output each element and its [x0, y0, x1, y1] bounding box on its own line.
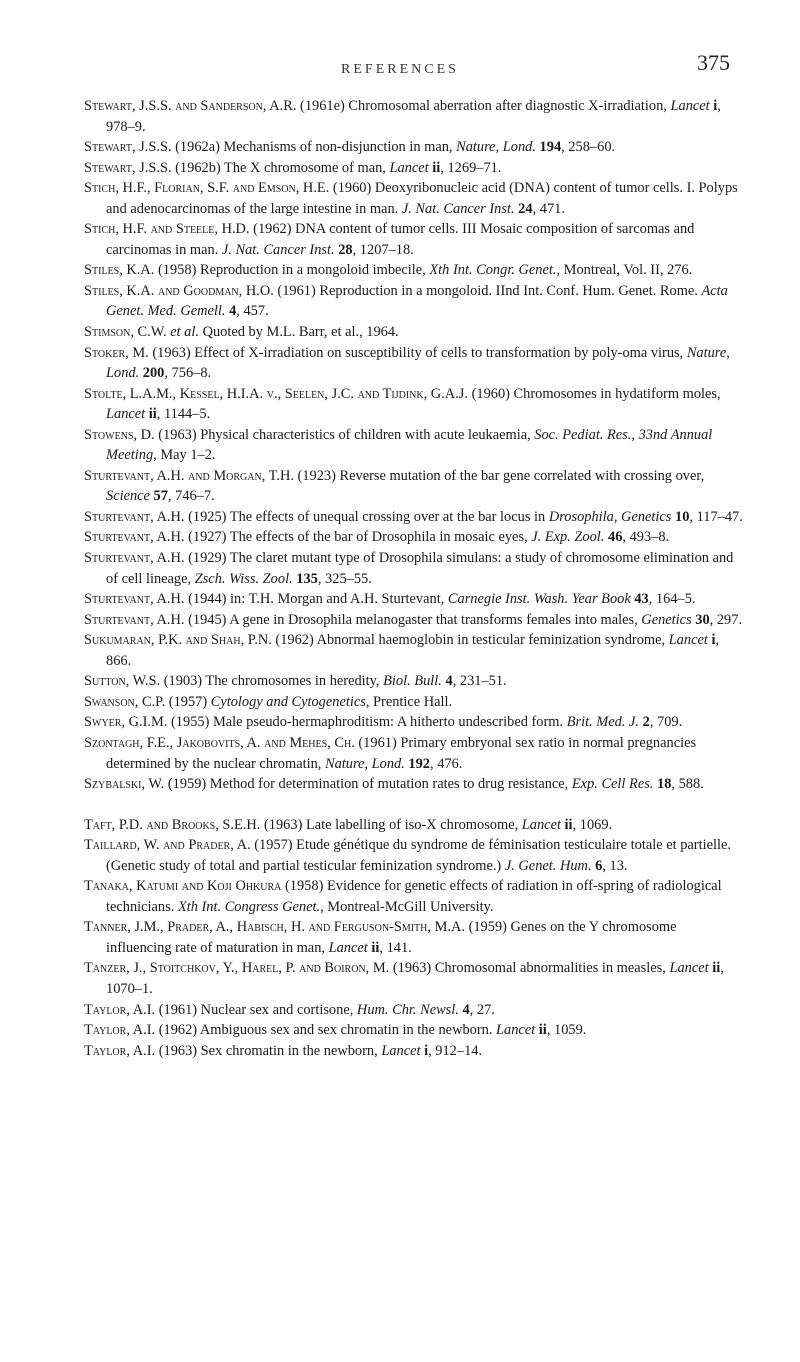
reference-volume: 57 — [149, 488, 168, 505]
reference-pages: , 297. — [709, 611, 743, 628]
reference-volume: ii — [367, 939, 380, 956]
reference-pages: , 1059. — [546, 1022, 587, 1039]
reference-journal: J. Exp. Zool. — [531, 529, 605, 546]
reference-journal: Hum. Chr. Newsl. — [356, 1001, 459, 1018]
reference-entry — [84, 425, 744, 466]
reference-pages: , 13. — [602, 857, 628, 874]
reference-authors: Sukumaran, P.K. and Shah, P.N. — [84, 632, 272, 649]
reference-journal: Lancet — [496, 1022, 536, 1039]
reference-text: (1962b) The X chromosome of man, — [171, 159, 390, 176]
reference-entry — [84, 712, 744, 733]
reference-entry — [84, 774, 744, 795]
reference-volume: 28 — [334, 241, 353, 258]
reference-entry — [84, 343, 744, 384]
reference-text: (1961) Nuclear sex and cortisone, — [155, 1001, 357, 1018]
reference-volume: i — [709, 98, 718, 114]
reference-authors: Stich, H.F., Florian, S.F. and Emson, H.E. — [84, 180, 330, 197]
reference-journal: Lancet — [668, 632, 708, 649]
reference-journal: Lancet — [669, 960, 709, 977]
reference-authors: Sturtevant, A.H. — [84, 611, 185, 628]
reference-authors: Sturtevant, A.H. — [84, 550, 185, 567]
reference-entry — [84, 322, 744, 343]
reference-authors: Sturtevant, A.H. — [84, 508, 185, 525]
reference-pages: , May 1–2. — [153, 447, 216, 464]
reference-pages: , 1144–5. — [156, 406, 211, 423]
reference-journal: et al. — [170, 324, 199, 341]
reference-pages: , 978–9. — [106, 98, 721, 135]
reference-text: (1962) Abnormal haemoglobin in testicular feminization syndrome, — [271, 632, 669, 649]
reference-entry — [84, 835, 744, 876]
reference-pages: , 912–14. — [428, 1042, 483, 1059]
reference-journal: Nature, Lond. — [106, 344, 730, 382]
reference-entry — [84, 917, 744, 958]
reference-volume: ii — [535, 1022, 547, 1039]
reference-journal: J. Nat. Cancer Inst. — [401, 200, 515, 217]
reference-entry — [84, 178, 744, 219]
reference-volume: 192 — [404, 755, 430, 772]
reference-authors: Stewart, J.S.S. — [84, 159, 172, 176]
reference-journal: Lancet — [670, 98, 710, 114]
reference-text: (1944) in: T.H. Morgan and A.H. Sturtevant, — [184, 591, 448, 608]
reference-pages: , 709. — [649, 714, 683, 731]
reference-text: (1960) Chromosomes in hydatiform moles, — [467, 385, 721, 402]
reference-authors: Sturtevant, A.H. — [84, 529, 185, 546]
reference-journal: Brit. Med. J. — [566, 714, 640, 731]
reference-pages: , 117–47. — [689, 508, 743, 525]
reference-journal: Xth Int. Congr. Genet. — [429, 262, 557, 279]
reference-journal: Carnegie Inst. Wash. Year Book — [447, 591, 631, 608]
reference-pages: , 27. — [469, 1001, 495, 1018]
reference-pages: , Prentice Hall. — [365, 693, 453, 710]
reference-volume: ii — [145, 406, 157, 423]
reference-entry — [84, 260, 744, 281]
reference-volume: 200 — [139, 365, 165, 382]
reference-journal: Acta Genet. Med. Gemell. — [106, 282, 728, 320]
reference-entry — [84, 958, 744, 999]
reference-volume: 18 — [653, 776, 672, 793]
reference-entry — [84, 1000, 744, 1021]
reference-authors: Tanzer, J., Stoitchkov, Y., Harel, P. and Boiron, M. — [84, 960, 390, 977]
reference-journal: Cytology and Cytogenetics — [210, 693, 366, 710]
reference-pages: , 141. — [379, 939, 412, 956]
reference-entry — [84, 137, 744, 158]
reference-text: (1927) The effects of the bar of Drosophila in mosaic eyes, — [184, 529, 532, 546]
reference-authors: Stimson, C.W. — [84, 324, 167, 341]
reference-journal: Nature, Lond. — [324, 755, 405, 772]
reference-journal: Biol. Bull. — [383, 673, 442, 690]
reference-authors: Sturtevant, A.H. — [84, 591, 185, 608]
reference-entry — [84, 1020, 744, 1041]
reference-entry — [84, 630, 744, 671]
reference-text: (1962a) Mechanisms of non-disjunction in man, — [171, 139, 457, 156]
reference-pages: , 866. — [106, 632, 720, 669]
reference-entry — [84, 548, 744, 589]
reference-text: (1960) Deoxyribonucleic acid (DNA) content of tumor cells. I. Polyps and adenocarcinomas of the large intestine in man. — [106, 180, 738, 217]
reference-volume: ii — [428, 159, 441, 176]
reference-journal: Lancet — [389, 159, 429, 176]
reference-authors: Stolte, L.A.M., Kessel, H.I.A. v., Seelen, J.C. and Tijdink, G.A.J. — [84, 385, 468, 402]
reference-volume: i — [707, 632, 716, 649]
reference-pages: , Montreal-McGill University. — [320, 898, 494, 915]
running-head: REFERENCES — [341, 62, 459, 77]
reference-authors: Swyer, G.I.M. — [84, 714, 168, 731]
reference-text: (1903) The chromosomes in heredity, — [160, 673, 384, 690]
reference-authors: Taylor, A.I. — [84, 1001, 156, 1018]
reference-text: (1963) Chromosomal abnormalities in measles, — [389, 960, 670, 977]
reference-text: (1955) Male pseudo-hermaphroditism: A hitherto undescribed form. — [167, 714, 567, 731]
reference-journal: Drosophila, Genetics — [548, 508, 672, 525]
reference-authors: Stoker, M. — [84, 344, 149, 361]
reference-authors: Taylor, A.I. — [84, 1022, 156, 1039]
reference-pages: , 164–5. — [648, 591, 696, 608]
reference-entry — [84, 876, 744, 917]
reference-authors: Stewart, J.S.S. — [84, 139, 172, 156]
reference-pages: , 231–51. — [452, 673, 507, 690]
reference-text: (1963) Physical characteristics of children with acute leukaemia, — [154, 426, 535, 443]
reference-journal: Soc. Pediat. Res., 33nd Annual Meeting — [106, 426, 713, 464]
reference-entry — [84, 671, 744, 692]
reference-text: (1961e) Chromosomal aberration after diagnostic X-irradiation, — [296, 98, 671, 114]
reference-journal: Xth Int. Congress Genet. — [177, 898, 321, 915]
reference-text: (1929) The claret mutant type of Drosophila simulans: a study of chromosome elimination and of cell lineage, — [106, 550, 734, 587]
reference-text: (1963) Late labelling of iso-X chromosome, — [260, 816, 522, 833]
reference-volume: 43 — [630, 591, 649, 608]
reference-volume: i — [420, 1042, 429, 1059]
reference-journal: Nature, Lond. — [456, 139, 536, 156]
reference-authors: Stiles, K.A. and Goodman, H.O. — [84, 282, 274, 299]
reference-text: (1963) Sex chromatin in the newborn, — [155, 1042, 382, 1059]
reference-volume: 4 — [441, 673, 453, 690]
reference-pages: Quoted by M.L. Barr, et al., 1964. — [198, 324, 399, 341]
reference-pages: , 1207–18. — [352, 241, 414, 258]
section-gap — [84, 795, 744, 815]
reference-journal: Genetics — [641, 611, 692, 628]
reference-volume: 135 — [292, 570, 318, 587]
reference-authors: Sturtevant, A.H. and Morgan, T.H. — [84, 467, 294, 484]
reference-authors: Stowens, D. — [84, 426, 155, 443]
reference-entry — [84, 733, 744, 774]
reference-authors: Tanaka, Katumi and Koji Ohkura — [84, 878, 282, 895]
reference-volume: 2 — [639, 714, 650, 731]
reference-entry — [84, 384, 744, 425]
reference-authors: Swanson, C.P. — [84, 693, 166, 710]
reference-journal: Lancet — [381, 1042, 421, 1059]
reference-volume: 30 — [691, 611, 710, 628]
reference-volume: 10 — [671, 508, 690, 525]
reference-entry — [84, 589, 744, 610]
reference-pages: , 1069. — [572, 816, 613, 833]
reference-text: (1961) Primary embryonal sex ratio in normal pregnancies determined by the nuclear chromatin, — [106, 734, 697, 772]
reference-text: (1958) Reproduction in a mongoloid imbecile, — [154, 262, 430, 279]
reference-volume: 46 — [604, 529, 623, 546]
reference-entry — [84, 1041, 744, 1062]
reference-authors: Stewart, J.S.S. and Sanderson, A.R. — [84, 98, 297, 114]
reference-volume: ii — [560, 816, 573, 833]
reference-entry — [84, 158, 744, 179]
reference-entry — [84, 815, 744, 836]
reference-authors: Stiles, K.A. — [84, 262, 155, 279]
reference-volume: 4 — [225, 303, 237, 320]
reference-journal: Exp. Cell Res. — [571, 776, 654, 793]
reference-text: (1958) Evidence for genetic effects of radiation in off-spring of radiological technicians. — [106, 878, 722, 915]
reference-pages: , 476. — [430, 755, 463, 772]
reference-pages: , 457. — [236, 303, 269, 320]
reference-pages: , 1070–1. — [106, 960, 724, 997]
reference-authors: Szybalski, W. — [84, 776, 165, 793]
reference-text: (1925) The effects of unequal crossing over at the bar locus in — [184, 508, 549, 525]
reference-authors: Sutton, W.S. — [84, 673, 161, 690]
reference-journal: Lancet — [328, 939, 368, 956]
reference-authors: Taylor, A.I. — [84, 1042, 156, 1059]
reference-entry — [84, 507, 744, 528]
reference-text: (1963) Effect of X-irradiation on susceptibility of cells to transformation by poly-oma virus, — [148, 344, 687, 361]
reference-entry — [84, 466, 744, 507]
reference-text: (1945) A gene in Drosophila melanogaster that transforms females into males, — [184, 611, 642, 628]
reference-authors: Szontagh, F.E., Jakobovits, A. and Mehes, Ch. — [84, 734, 355, 751]
reference-entry — [84, 610, 744, 631]
reference-volume: 6 — [591, 857, 603, 874]
reference-pages: , Montreal, Vol. II, 276. — [556, 262, 693, 279]
reference-entry — [84, 96, 744, 137]
reference-authors: Stich, H.F. and Steele, H.D. — [84, 221, 250, 238]
reference-text: (1923) Reverse mutation of the bar gene correlated with crossing over, — [293, 467, 705, 484]
reference-text: (1962) DNA content of tumor cells. III Mosaic composition of sarcomas and carcinomas in man. — [106, 221, 695, 258]
reference-journal: Zsch. Wiss. Zool. — [194, 570, 293, 587]
reference-text: (1959) Method for determination of mutation rates to drug resistance, — [164, 776, 572, 793]
reference-volume: 24 — [514, 200, 533, 217]
reference-volume: ii — [708, 960, 721, 977]
reference-pages: , 756–8. — [164, 365, 212, 382]
reference-text: (1961) Reproduction in a mongoloid. IInd Int. Conf. Hum. Genet. Rome. — [273, 282, 702, 299]
reference-text: (1959) Genes on the Y chromosome influencing rate of maturation in man, — [106, 919, 677, 956]
reference-journal: Lancet — [521, 816, 561, 833]
reference-pages: , 746–7. — [167, 488, 215, 505]
reference-entry — [84, 219, 744, 260]
reference-journal: J. Genet. Hum. — [504, 857, 592, 874]
reference-journal: J. Nat. Cancer Inst. — [221, 241, 335, 258]
reference-journal: Lancet — [106, 406, 146, 423]
reference-volume: 194 — [535, 139, 562, 156]
page-number: 375 — [697, 50, 730, 75]
reference-list — [84, 96, 744, 1061]
reference-text: (1957) Etude génétique du syndrome de féminisation testiculaire totale et partielle. (Genetic study of total and partial testicular feminization syndrome.) — [106, 837, 731, 874]
reference-text: (1962) Ambiguous sex and sex chromatin in the newborn. — [155, 1022, 497, 1039]
reference-entry — [84, 281, 744, 322]
reference-entry — [84, 527, 744, 548]
reference-authors: Taft, P.D. and Brooks, S.E.H. — [84, 816, 261, 833]
reference-pages: , 325–55. — [317, 570, 372, 587]
reference-text: (1957) — [165, 693, 211, 710]
reference-pages: , 1269–71. — [440, 159, 502, 176]
reference-journal: Science — [106, 488, 150, 505]
reference-volume: 4 — [458, 1001, 470, 1018]
reference-pages: , 588. — [671, 776, 704, 793]
reference-authors: Tanner, J.M., Prader, A., Habisch, H. and Ferguson-Smith, M.A. — [84, 919, 465, 936]
reference-pages: , 258–60. — [561, 139, 616, 156]
reference-authors: Taillard, W. and Prader, A. — [84, 837, 251, 854]
reference-pages: , 493–8. — [622, 529, 670, 546]
reference-entry — [84, 692, 744, 713]
reference-pages: , 471. — [532, 200, 565, 217]
